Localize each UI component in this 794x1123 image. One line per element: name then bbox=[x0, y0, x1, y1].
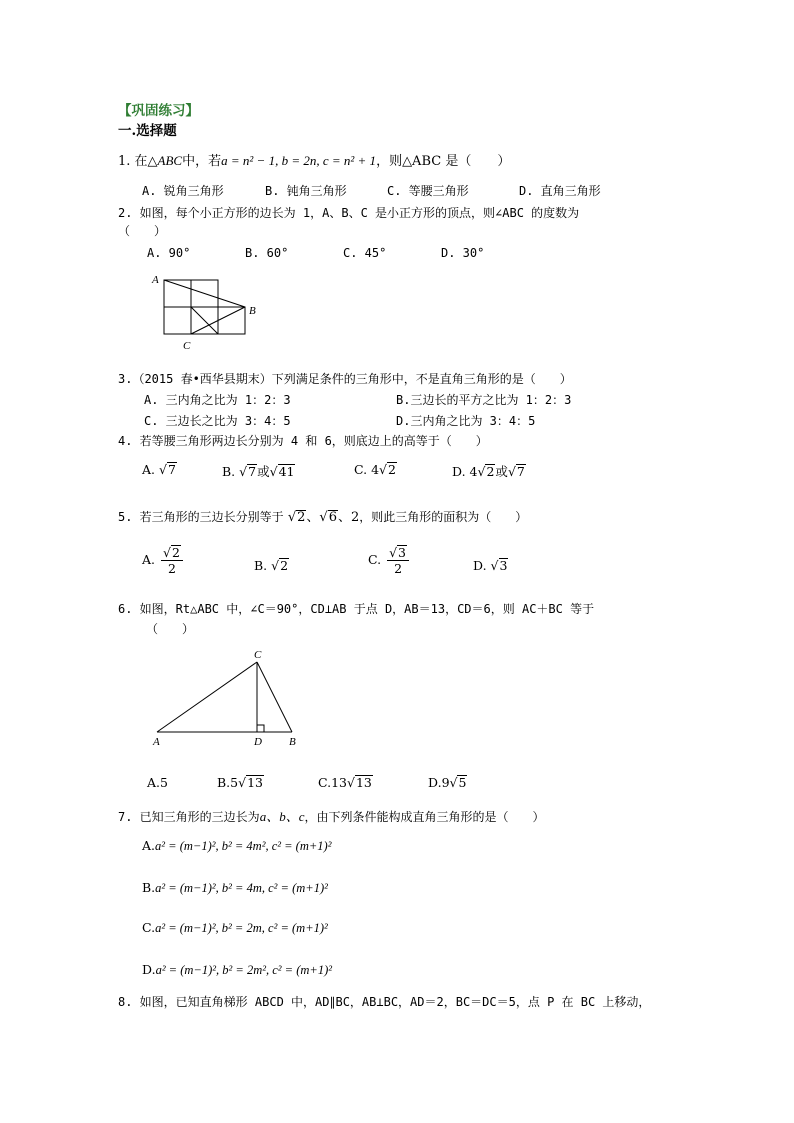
q5-option-c: C. $\frac{√3}{2}$ bbox=[368, 545, 411, 576]
q1-option-a: A. 锐角三角形 bbox=[142, 184, 224, 198]
question-5: 5. 若三角形的三边长分别等于 √2、√6、2，则此三角形的面积为（ ） bbox=[118, 510, 528, 525]
q1-formula: a = n² − 1, b = 2n, c = n² + 1 bbox=[221, 153, 377, 168]
q7-option-b: B.a² = (m−1)², b² = 4m, c² = (m+1)² bbox=[142, 880, 328, 895]
q6-option-d: D.9√5 bbox=[428, 775, 467, 790]
q1-suffix: ，则△ABC 是（ ） bbox=[376, 154, 511, 169]
label-b: B bbox=[249, 305, 256, 317]
q6-paren: （ ） bbox=[146, 622, 195, 636]
q2-option-a: A. 90° bbox=[147, 246, 191, 260]
q1-prefix: 1. 在△ bbox=[118, 154, 158, 169]
q1-option-b: B. 钝角三角形 bbox=[265, 184, 347, 198]
q3-option-b: B.三边长的平方之比为 1：2：3 bbox=[396, 393, 572, 407]
q6-option-c: C.13√13 bbox=[318, 775, 372, 790]
q2-option-b: B. 60° bbox=[245, 246, 289, 260]
q4-option-a: A. √7 bbox=[142, 462, 176, 477]
q2-grid-figure bbox=[145, 268, 275, 353]
question-6: 6. 如图，Rt△ABC 中，∠C＝90°，CD⊥AB 于点 D，AB＝13，CD＝6，则 AC＋BC 等于 bbox=[118, 602, 595, 616]
right-angle-mark bbox=[257, 725, 264, 732]
segment-ab bbox=[164, 280, 245, 307]
q1-option-c: C. 等腰三角形 bbox=[387, 184, 469, 198]
q3-option-c: C. 三边长之比为 3：4：5 bbox=[144, 414, 291, 428]
label-b: B bbox=[289, 736, 296, 748]
label-c: C bbox=[254, 649, 262, 661]
q1-mid: 中，若 bbox=[182, 154, 222, 169]
segment-bc bbox=[257, 662, 292, 732]
q6-triangle-figure bbox=[148, 645, 308, 750]
question-7: 7. 已知三角形的三边长为a、b、c，由下列条件能构成直角三角形的是（ ） bbox=[118, 809, 545, 824]
question-1 bbox=[118, 150, 510, 169]
grid-square bbox=[164, 307, 191, 334]
label-d: D bbox=[254, 736, 262, 748]
label-a: A bbox=[153, 736, 160, 748]
question-8: 8. 如图，已知直角梯形 ABCD 中，AD∥BC，AB⊥BC，AD＝2，BC＝DC＝5，点 P 在 BC 上移动， bbox=[118, 995, 651, 1009]
grid-diagonal bbox=[191, 307, 218, 334]
q5-option-d: D. √3 bbox=[473, 558, 508, 573]
q3-option-a: A. 三内角之比为 1：2：3 bbox=[144, 393, 291, 407]
grid-square bbox=[218, 307, 245, 334]
question-3: 3.（2015 春•西华县期末）下列满足条件的三角形中，不是直角三角形的是（ ） bbox=[118, 372, 572, 386]
q1-option-d: D. 直角三角形 bbox=[519, 184, 601, 198]
q5-option-b: B. √2 bbox=[254, 558, 289, 573]
q6-option-a: A.5 bbox=[147, 775, 168, 790]
q2-paren: （ ） bbox=[118, 224, 167, 238]
label-c: C bbox=[183, 340, 191, 352]
q4-option-c: C. 4√2 bbox=[354, 462, 396, 477]
q2-option-c: C. 45° bbox=[343, 246, 387, 260]
question-4: 4. 若等腰三角形两边长分别为 4 和 6，则底边上的高等于（ ） bbox=[118, 434, 488, 448]
segment-ac bbox=[157, 662, 257, 732]
section-title: 【巩固练习】 bbox=[118, 103, 199, 119]
q4-option-b: B. √7或√41 bbox=[222, 464, 295, 479]
q7-option-c: C.a² = (m−1)², b² = 2m, c² = (m+1)² bbox=[142, 920, 328, 935]
q6-option-b: B.5√13 bbox=[217, 775, 263, 790]
q5-a-fraction: $\frac{√2}{2}$ bbox=[161, 545, 183, 576]
q3-option-d: D.三内角之比为 3：4：5 bbox=[396, 414, 536, 428]
subsection-title: 一.选择题 bbox=[118, 123, 177, 139]
q7-option-a: A.a² = (m−1)², b² = 4m², c² = (m+1)² bbox=[142, 838, 332, 853]
q5-c-fraction: $\frac{√3}{2}$ bbox=[387, 545, 409, 576]
q4-option-d: D. 4√2或√7 bbox=[452, 464, 525, 479]
q1-triangle: ABC bbox=[157, 153, 183, 168]
label-a: A bbox=[152, 274, 159, 286]
q7-option-d: D.a² = (m−1)², b² = 2m², c² = (m+1)² bbox=[142, 962, 333, 977]
q2-option-d: D. 30° bbox=[441, 246, 485, 260]
q5-option-a: A. $\frac{√2}{2}$ bbox=[142, 545, 185, 576]
question-2: 2. 如图，每个小正方形的边长为 1，A、B、C 是小正方形的顶点，则∠ABC 的度数为 bbox=[118, 206, 580, 220]
